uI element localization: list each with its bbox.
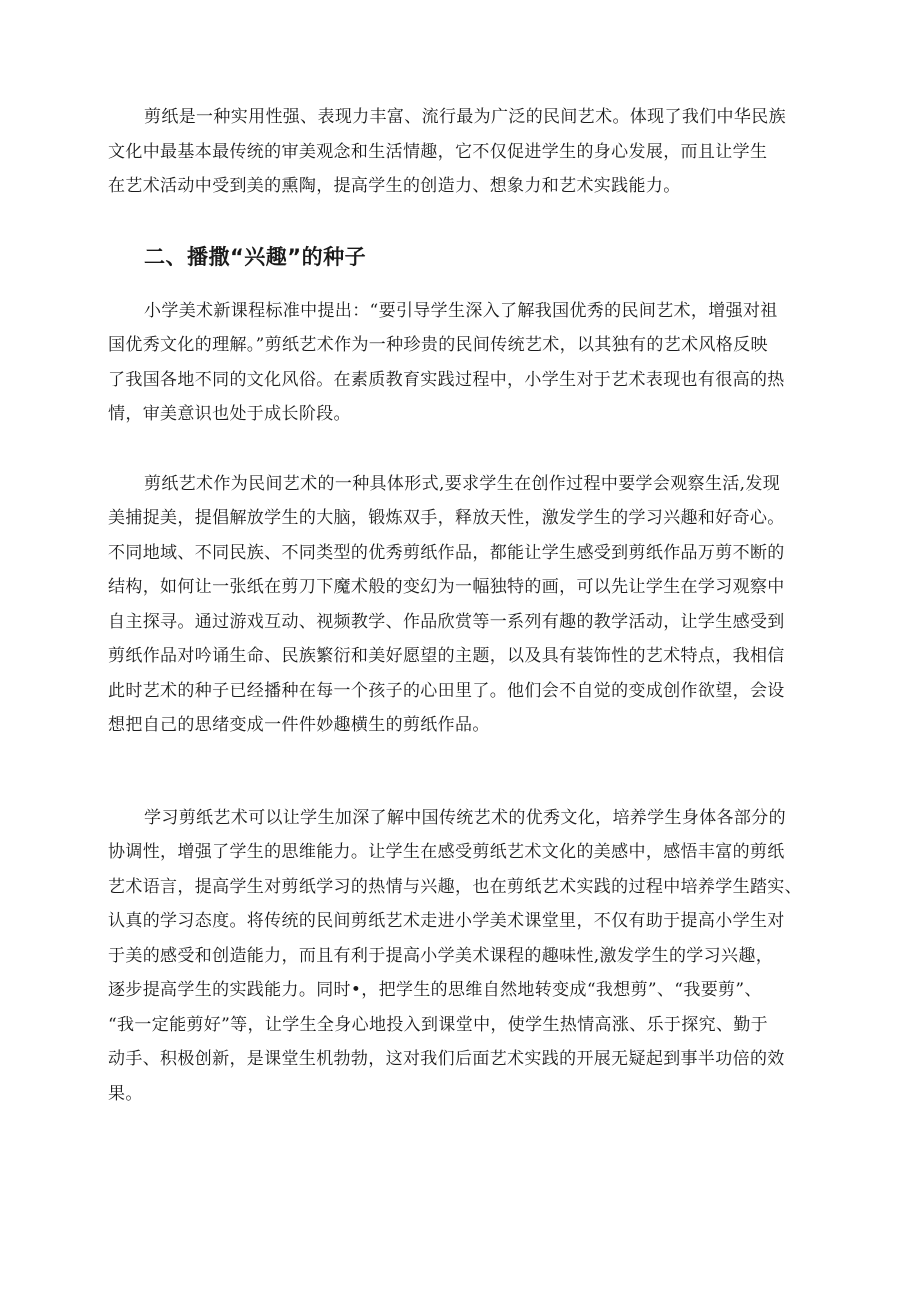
- paragraph-line: 艺术语言，提高学生对剪纸学习的热情与兴趣，也在剪纸艺术实践的过程中培养学生踏实、: [108, 876, 802, 897]
- paragraph-line: 自主探寻。通过游戏互动、视频教学、作品欣赏等一系列有趣的教学活动，让学生感受到: [108, 611, 785, 632]
- paragraph-line: 动手、积极创新，是课堂生机勃勃，这对我们后面艺术实践的开展无疑起到事半功倍的效: [108, 1049, 785, 1069]
- paragraph-line: 学习剪纸艺术可以让学生加深了解中国传统艺术的优秀文化，培养学生身体各部分的: [144, 807, 786, 828]
- paragraph-benefits: [108, 801, 828, 1112]
- paragraph-observation: [108, 467, 828, 743]
- paragraph-line: 情，审美意识也处于成长阶段。: [108, 404, 351, 424]
- paragraph-line: 美捕捉美，提倡解放学生的大脑，锻炼双手，释放天性，激发学生的学习兴趣和好奇心。: [108, 508, 785, 528]
- paragraph-line: 逐步提高学生的实践能力。同时•，把学生的思维自然地转变成“我想剪”、“我要剪”、: [108, 980, 762, 1000]
- paragraph-line: 国优秀文化的理解。”剪纸艺术作为一种珍贵的民间传统艺术，以其独有的艺术风格反映: [108, 335, 768, 355]
- paragraph-intro: [108, 100, 828, 204]
- paragraph-line: 剪纸作品对吟诵生命、民族繁衍和美好愿望的主题，以及具有装饰性的艺术特点，我相信: [108, 646, 785, 666]
- section-heading: 二、播撒“兴趣”的种子: [144, 244, 367, 269]
- paragraph-line: 剪纸是一种实用性强、表现力丰富、流行最为广泛的民间艺术。体现了我们中华民族: [144, 107, 786, 127]
- paragraph-line: 结构，如何让一张纸在剪刀下魔术般的变幻为一幅独特的画，可以先让学生在学习观察中: [108, 577, 785, 597]
- paragraph-line: 协调性，增强了学生的思维能力。让学生在感受剪纸艺术文化的美感中，感悟丰富的剪纸: [108, 842, 785, 862]
- paragraph-line: 小学美术新课程标准中提出：“要引导学生深入了解我国优秀的民间艺术，增强对祖: [144, 300, 778, 321]
- paragraph-line: 文化中最基本最传统的审美观念和生活情趣，它不仅促进学生的身心发展，而且让学生: [108, 141, 768, 162]
- paragraph-line: “我一定能剪好”等，让学生全身心地投入到课堂中，使学生热情高涨、乐于探究、勤于: [108, 1014, 769, 1035]
- document-page: [108, 100, 828, 1111]
- paragraph-line: 认真的学习态度。将传统的民间剪纸艺术走进小学美术课堂里，不仅有助于提高小学生对: [108, 911, 785, 931]
- paragraph-line: 此时艺术的种子已经播种在每一个孩子的心田里了。他们会不自觉的变成创作欲望，会设: [108, 680, 785, 701]
- paragraph-line: 果。: [108, 1083, 143, 1104]
- paragraph-line: 了我国各地不同的文化风俗。在素质教育实践过程中，小学生对于艺术表现也有很高的热: [108, 369, 785, 390]
- paragraph-line: 剪纸艺术作为民间艺术的一种具体形式,要求学生在创作过程中要学会观察生活,发现: [144, 473, 781, 494]
- paragraph-line: 于美的感受和创造能力，而且有利于提高小学美术课程的趣味性,激发学生的学习兴趣，: [108, 945, 774, 966]
- paragraph-line: 不同地域、不同民族、不同类型的优秀剪纸作品，都能让学生感受到剪纸作品万剪不断的: [108, 542, 785, 563]
- paragraph-line: 想把自己的思绪变成一件件妙趣横生的剪纸作品。: [108, 715, 490, 735]
- paragraph-curriculum: [108, 294, 828, 432]
- paragraph-line: 在艺术活动中受到美的熏陶，提高学生的创造力、想象力和艺术实践能力。: [108, 176, 681, 196]
